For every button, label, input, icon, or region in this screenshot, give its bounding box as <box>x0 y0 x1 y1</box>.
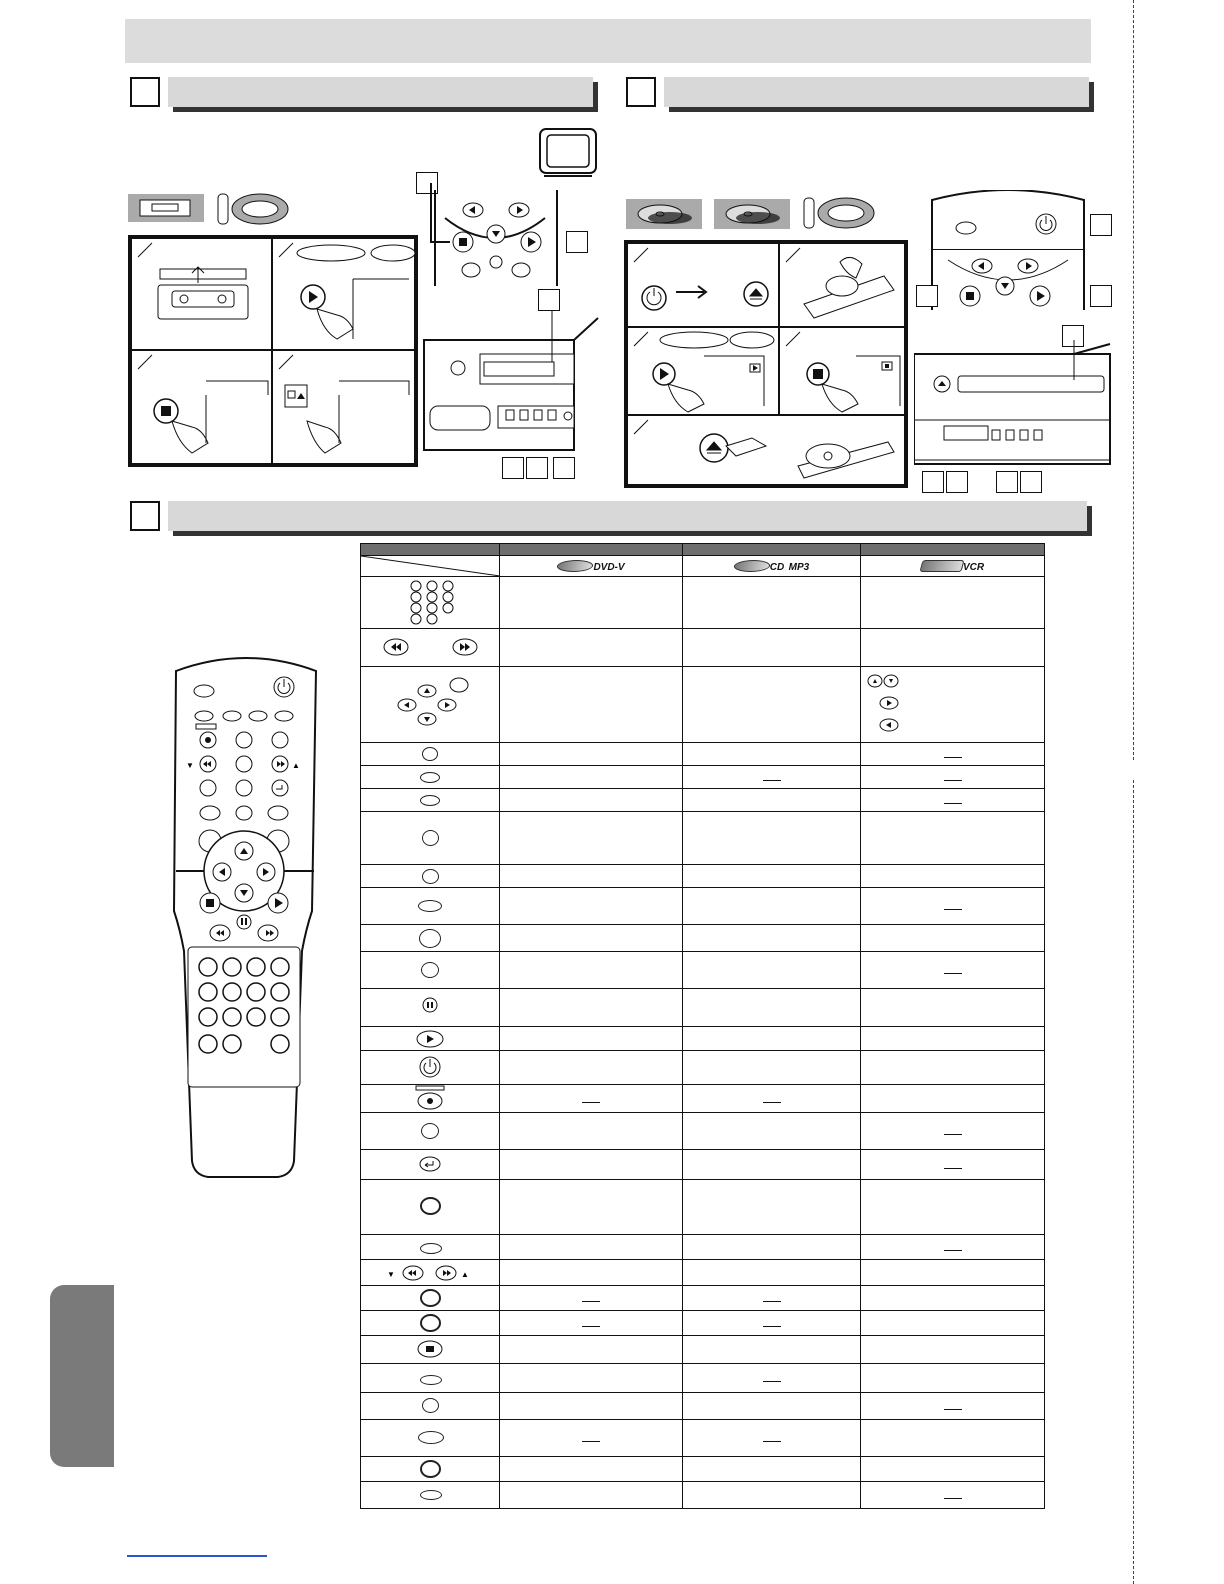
disc-tag-dvd <box>626 199 702 229</box>
play-press-illustration <box>628 328 780 416</box>
skip-buttons-icon <box>361 1260 500 1285</box>
callout-front-3 <box>553 457 575 479</box>
disc-step-load <box>779 243 905 327</box>
button-cell <box>361 1420 500 1457</box>
round-button-icon <box>420 1289 441 1307</box>
not-available-dash <box>944 909 962 910</box>
oval-button-icon <box>418 1431 444 1444</box>
table-row <box>361 1113 1045 1150</box>
disc-icon <box>626 199 702 229</box>
remote-hand-icon <box>214 190 290 228</box>
table-row <box>361 766 1045 789</box>
load-disc-illustration <box>780 244 906 328</box>
dvd-unit-illustration <box>914 340 1114 466</box>
round-button-icon <box>420 1460 441 1478</box>
table-row <box>361 989 1045 1027</box>
table-row <box>361 888 1045 925</box>
function-table <box>360 543 1045 1509</box>
not-available-dash <box>944 780 962 781</box>
stop-icon <box>361 1336 500 1363</box>
cut-line-bottom <box>1133 780 1134 1584</box>
round-button-icon <box>422 1398 439 1413</box>
oval-button-icon <box>420 772 440 783</box>
button-cell <box>361 789 500 812</box>
svg-text:▲: ▲ <box>461 1270 469 1279</box>
table-row <box>361 812 1045 865</box>
disc-steps-panel <box>624 240 908 488</box>
button-cell <box>361 743 500 766</box>
table-row <box>361 629 1045 667</box>
button-cell <box>361 1286 500 1311</box>
not-available-dash <box>763 1381 781 1382</box>
disc-step-stop <box>779 327 905 415</box>
power-then-eject-illustration <box>628 244 780 328</box>
svg-text:▲: ▲ <box>292 761 300 770</box>
unit-top-closeup <box>928 190 1088 250</box>
vcr-step-insert <box>131 238 272 350</box>
disc-step-eject <box>627 415 905 485</box>
table-row <box>361 925 1045 952</box>
callout-play-remote <box>566 231 588 253</box>
not-available-dash <box>944 1250 962 1251</box>
callout-stop-remote-disc <box>916 285 938 307</box>
play-press-illustration <box>273 239 416 351</box>
cursor-keys-icon <box>361 667 500 742</box>
cd-mp3-logo: CD MP3 <box>683 556 861 577</box>
play-cell <box>361 1027 500 1051</box>
vcr-media-tag <box>128 194 204 222</box>
remote-closeup-vcr <box>425 190 565 286</box>
svg-text:▼: ▼ <box>186 761 194 770</box>
not-available-dash <box>763 1326 781 1327</box>
insert-cassette-illustration <box>132 239 273 351</box>
not-available-dash <box>763 780 781 781</box>
table-row <box>361 952 1045 989</box>
round-button-icon <box>422 869 439 884</box>
table-row <box>361 1482 1045 1509</box>
pause-cell <box>361 989 500 1027</box>
remote-control-illustration <box>170 655 320 1183</box>
rew-ff-cell <box>361 629 500 667</box>
leader-line <box>430 183 432 241</box>
table-row <box>361 1336 1045 1364</box>
not-available-dash <box>944 973 962 974</box>
not-available-dash <box>944 1409 962 1410</box>
not-available-dash <box>944 1134 962 1135</box>
button-cell <box>361 1457 500 1482</box>
eject-disc-illustration <box>628 416 906 486</box>
not-available-dash <box>944 1168 962 1169</box>
pause-icon <box>361 989 500 1026</box>
table-row <box>361 789 1045 812</box>
button-cell <box>361 1180 500 1235</box>
callout-power-unit <box>1090 214 1112 236</box>
table-row <box>361 1286 1045 1311</box>
tv-icon <box>538 127 598 179</box>
vcr-unit-illustration <box>422 310 600 460</box>
table-logo-row <box>361 556 1045 577</box>
round-button-icon <box>422 830 439 846</box>
record-cell <box>361 1085 500 1113</box>
oval-button-icon <box>420 1375 442 1385</box>
table-row <box>361 1235 1045 1260</box>
oval-button-icon <box>420 795 440 806</box>
return-icon <box>361 1150 500 1179</box>
leader-line <box>430 241 450 243</box>
table-row <box>361 743 1045 766</box>
callout-cassette-slot <box>538 289 560 311</box>
vcr-steps-panel <box>128 235 418 467</box>
oval-button-icon <box>420 1490 442 1500</box>
oval-button-icon <box>418 900 442 912</box>
remote-closeup-disc <box>928 250 1088 310</box>
vcr-step-play <box>272 238 415 350</box>
table-row <box>361 1150 1045 1180</box>
callout-front-d1 <box>922 471 944 493</box>
table-row <box>361 1311 1045 1336</box>
callout-front-2 <box>526 457 548 479</box>
not-available-dash <box>763 1441 781 1442</box>
play-icon <box>361 1027 500 1050</box>
button-cell <box>361 1364 500 1393</box>
round-button-icon <box>422 747 438 761</box>
remote-hand-icon <box>800 194 876 232</box>
svg-text:▼: ▼ <box>387 1270 395 1279</box>
page-title-bar <box>125 19 1091 63</box>
callout-front-d4 <box>1020 471 1042 493</box>
table-row <box>361 1027 1045 1051</box>
round-button-icon <box>419 929 441 948</box>
round-button-icon <box>420 1197 441 1215</box>
button-cell <box>361 952 500 989</box>
cut-line-top <box>1133 0 1134 760</box>
vcr-logo: VCR <box>861 556 1045 577</box>
skip-cell <box>361 1260 500 1286</box>
button-cell <box>361 888 500 925</box>
section-number-disc <box>626 77 656 107</box>
stop-press-illustration <box>132 351 273 465</box>
number-keys-icon <box>361 577 500 628</box>
table-row <box>361 1393 1045 1420</box>
not-available-dash <box>944 803 962 804</box>
button-cell <box>361 1235 500 1260</box>
table-row <box>361 1364 1045 1393</box>
table-row <box>361 865 1045 888</box>
table-row <box>361 577 1045 629</box>
button-cell <box>361 865 500 888</box>
section-number-table <box>130 501 160 531</box>
chapter-side-tab <box>50 1285 114 1467</box>
return-cell <box>361 1150 500 1180</box>
callout-front-1 <box>502 457 524 479</box>
button-cell <box>361 1482 500 1509</box>
not-available-dash <box>582 1326 600 1327</box>
button-cell <box>361 1113 500 1150</box>
button-cell <box>361 1311 500 1336</box>
disc-tag-cd <box>714 199 790 229</box>
not-available-dash <box>582 1102 600 1103</box>
disc-step-play <box>627 327 779 415</box>
oval-button-icon <box>420 1243 442 1254</box>
round-button-icon <box>421 962 439 978</box>
stop-cell <box>361 1336 500 1364</box>
power-cell <box>361 1051 500 1085</box>
power-icon <box>361 1051 500 1084</box>
not-available-dash <box>763 1102 781 1103</box>
section-header-disc <box>664 77 1089 107</box>
vcr-step-eject <box>272 350 415 464</box>
stop-press-illustration <box>780 328 906 416</box>
not-available-dash <box>582 1441 600 1442</box>
round-button-icon <box>420 1314 441 1332</box>
table-header-row <box>361 544 1045 556</box>
eject-press-illustration <box>273 351 416 465</box>
disc-icon <box>714 199 790 229</box>
vcr-arrow-cell <box>861 667 1045 743</box>
button-cell <box>361 766 500 789</box>
table-row <box>361 1051 1045 1085</box>
button-cell <box>361 925 500 952</box>
section-number-vcr <box>130 77 160 107</box>
callout-front-d3 <box>996 471 1018 493</box>
not-available-dash <box>944 757 962 758</box>
vcr-arrow-icons <box>861 667 1045 742</box>
section-header-table <box>168 501 1087 531</box>
dvd-logo: DVD-V <box>500 556 683 577</box>
not-available-dash <box>763 1301 781 1302</box>
table-row <box>361 1457 1045 1482</box>
arrow-keys-cell <box>361 667 500 743</box>
table-row <box>361 1420 1045 1457</box>
record-icon <box>361 1085 500 1112</box>
not-available-dash <box>944 1498 962 1499</box>
number-keys-cell <box>361 577 500 629</box>
button-cell <box>361 812 500 865</box>
round-button-icon <box>421 1123 439 1139</box>
callout-play-remote-disc <box>1090 285 1112 307</box>
section-header-vcr <box>168 77 593 107</box>
vcr-step-stop <box>131 350 272 464</box>
table-row <box>361 667 1045 743</box>
button-cell <box>361 1393 500 1420</box>
callout-front-d2 <box>946 471 968 493</box>
table-row <box>361 1180 1045 1235</box>
rewind-forward-icons <box>361 629 500 666</box>
cassette-icon <box>128 194 204 222</box>
not-available-dash <box>582 1301 600 1302</box>
table-row <box>361 1260 1045 1286</box>
footer-link-underline[interactable] <box>127 1555 267 1557</box>
diagonal-header-cell <box>361 556 500 577</box>
disc-step-power <box>627 243 779 327</box>
table-row <box>361 1085 1045 1113</box>
